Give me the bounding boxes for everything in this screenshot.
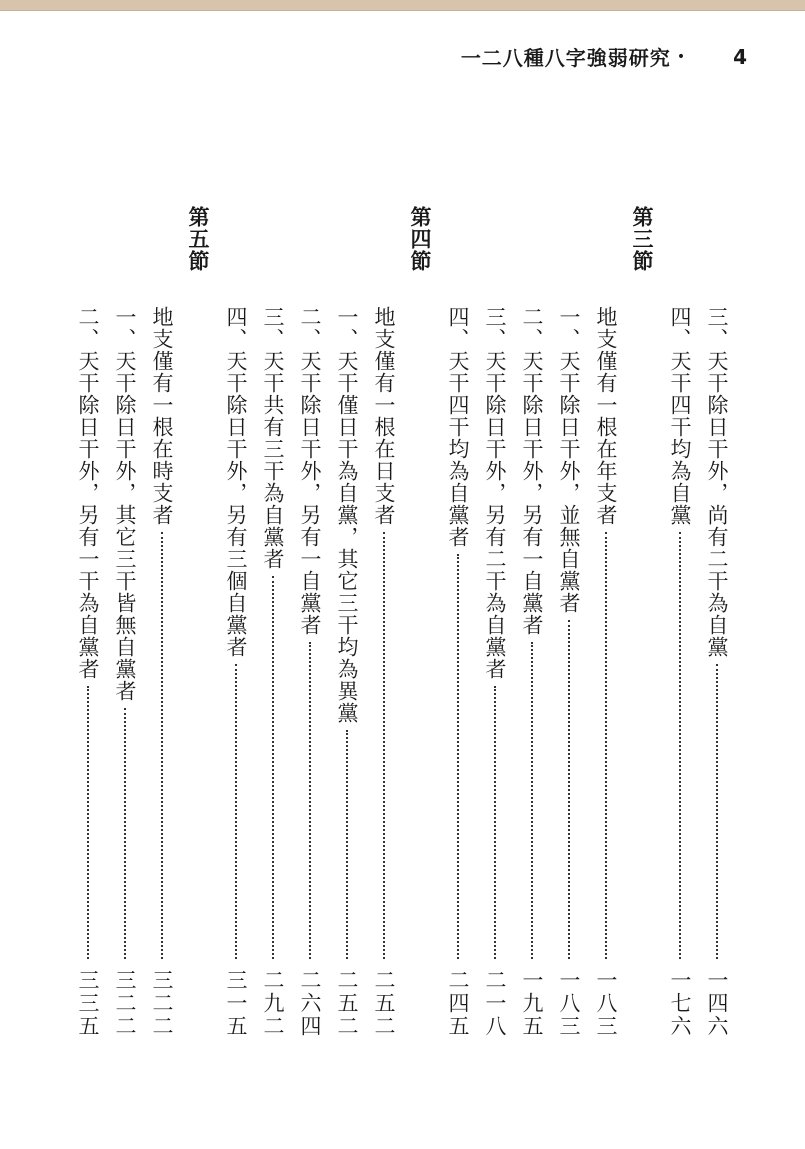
- toc-entry-text: 地支僅有一根在日支者: [372, 306, 396, 526]
- toc-page-number: 二六四: [298, 969, 322, 1038]
- dot-leader: [161, 532, 163, 959]
- book-title: 一二八種八字強弱研究: [460, 46, 671, 70]
- toc-entry-text: 二、天干除日干外，另有一自黨者: [520, 306, 544, 636]
- toc-page-number: 一八三: [594, 969, 618, 1038]
- dot-leader: [494, 686, 496, 959]
- toc-entry: [550, 206, 587, 1038]
- toc-entry-text: 二、天干除日干外，另有一干為自黨者: [76, 306, 100, 680]
- toc-entry-text: 四、天干四干均為自黨者: [446, 306, 470, 548]
- toc-entry: [106, 206, 143, 1038]
- dot-leader: [272, 576, 274, 959]
- toc-entry-text: 地支僅有一根在時支者: [150, 306, 174, 526]
- toc-page-number: 一七六: [668, 969, 692, 1038]
- section-heading: [180, 206, 217, 1038]
- section-heading: [402, 206, 439, 1038]
- toc-entry: [439, 206, 476, 1038]
- toc-entry-text: 三、天干除日干外，另有二干為自黨者: [483, 306, 507, 680]
- toc-page-number: 一九五: [520, 969, 544, 1038]
- dot-leader: [531, 642, 533, 959]
- toc-entry: [365, 206, 402, 1038]
- toc-entry-text: 二、天干除日干外，另有一自黨者: [298, 306, 322, 636]
- dot-leader: [605, 532, 607, 959]
- toc-entry-text: 三、天干共有三干為自黨者: [261, 306, 285, 570]
- dot-leader: [235, 664, 237, 959]
- page-number: 4: [733, 44, 747, 69]
- toc-entry-text: 三、天干除日干外，尚有二干為自黨: [705, 306, 729, 658]
- toc-entry: [587, 206, 624, 1038]
- toc-page-number: 三二二: [113, 969, 137, 1038]
- running-header: [461, 42, 747, 71]
- toc-page-number: 一八三: [557, 969, 581, 1038]
- toc-page-number: 二一八: [483, 969, 507, 1038]
- toc-page-number: 三三五: [76, 969, 100, 1038]
- toc-page-number: 二五二: [372, 969, 396, 1038]
- toc-page-number: 一四六: [705, 969, 729, 1038]
- dot-leader: [568, 620, 570, 959]
- section-heading-text: 第五節: [186, 206, 211, 272]
- toc-entry-text: 四、天干除日干外，另有三個自黨者: [224, 306, 248, 658]
- table-of-contents: [69, 206, 735, 1038]
- toc-entry: [217, 206, 254, 1038]
- dot-leader: [87, 686, 89, 959]
- toc-entry-text: 一、天干除日干外，其它三干皆無自黨者: [113, 306, 137, 702]
- toc-page-number: 三一五: [224, 969, 248, 1038]
- toc-entry: [69, 206, 106, 1038]
- toc-entry: [476, 206, 513, 1038]
- toc-page-number: 三二二: [150, 969, 174, 1038]
- toc-entry: [661, 206, 698, 1038]
- top-border-rule: [0, 0, 805, 11]
- toc-page-number: 二五二: [335, 969, 359, 1038]
- toc-entry-text: 四、天干四干均為自黨: [668, 306, 692, 526]
- toc-entry-text: 一、天干除日干外，並無自黨者: [557, 306, 581, 614]
- toc-entry: [143, 206, 180, 1038]
- dot-leader: [679, 532, 681, 959]
- toc-entry: [328, 206, 365, 1038]
- dot-leader: [309, 642, 311, 959]
- toc-entry: [513, 206, 550, 1038]
- section-heading-text: 第四節: [408, 206, 433, 272]
- dot-leader: [716, 664, 718, 959]
- dot-leader: [457, 554, 459, 959]
- toc-entry: [291, 206, 328, 1038]
- header-bullet: •: [676, 48, 686, 65]
- dot-leader: [383, 532, 385, 959]
- dot-leader: [124, 708, 126, 959]
- dot-leader: [346, 730, 348, 959]
- toc-page-number: 二四五: [446, 969, 470, 1038]
- section-heading-text: 第三節: [630, 206, 655, 272]
- toc-page-number: 二九二: [261, 969, 285, 1038]
- toc-entry: [254, 206, 291, 1038]
- section-heading: [624, 206, 661, 1038]
- toc-entry: [698, 206, 735, 1038]
- toc-entry-text: 地支僅有一根在年支者: [594, 306, 618, 526]
- toc-entry-text: 一、天干僅日干為自黨，其它三干均為異黨: [335, 306, 359, 724]
